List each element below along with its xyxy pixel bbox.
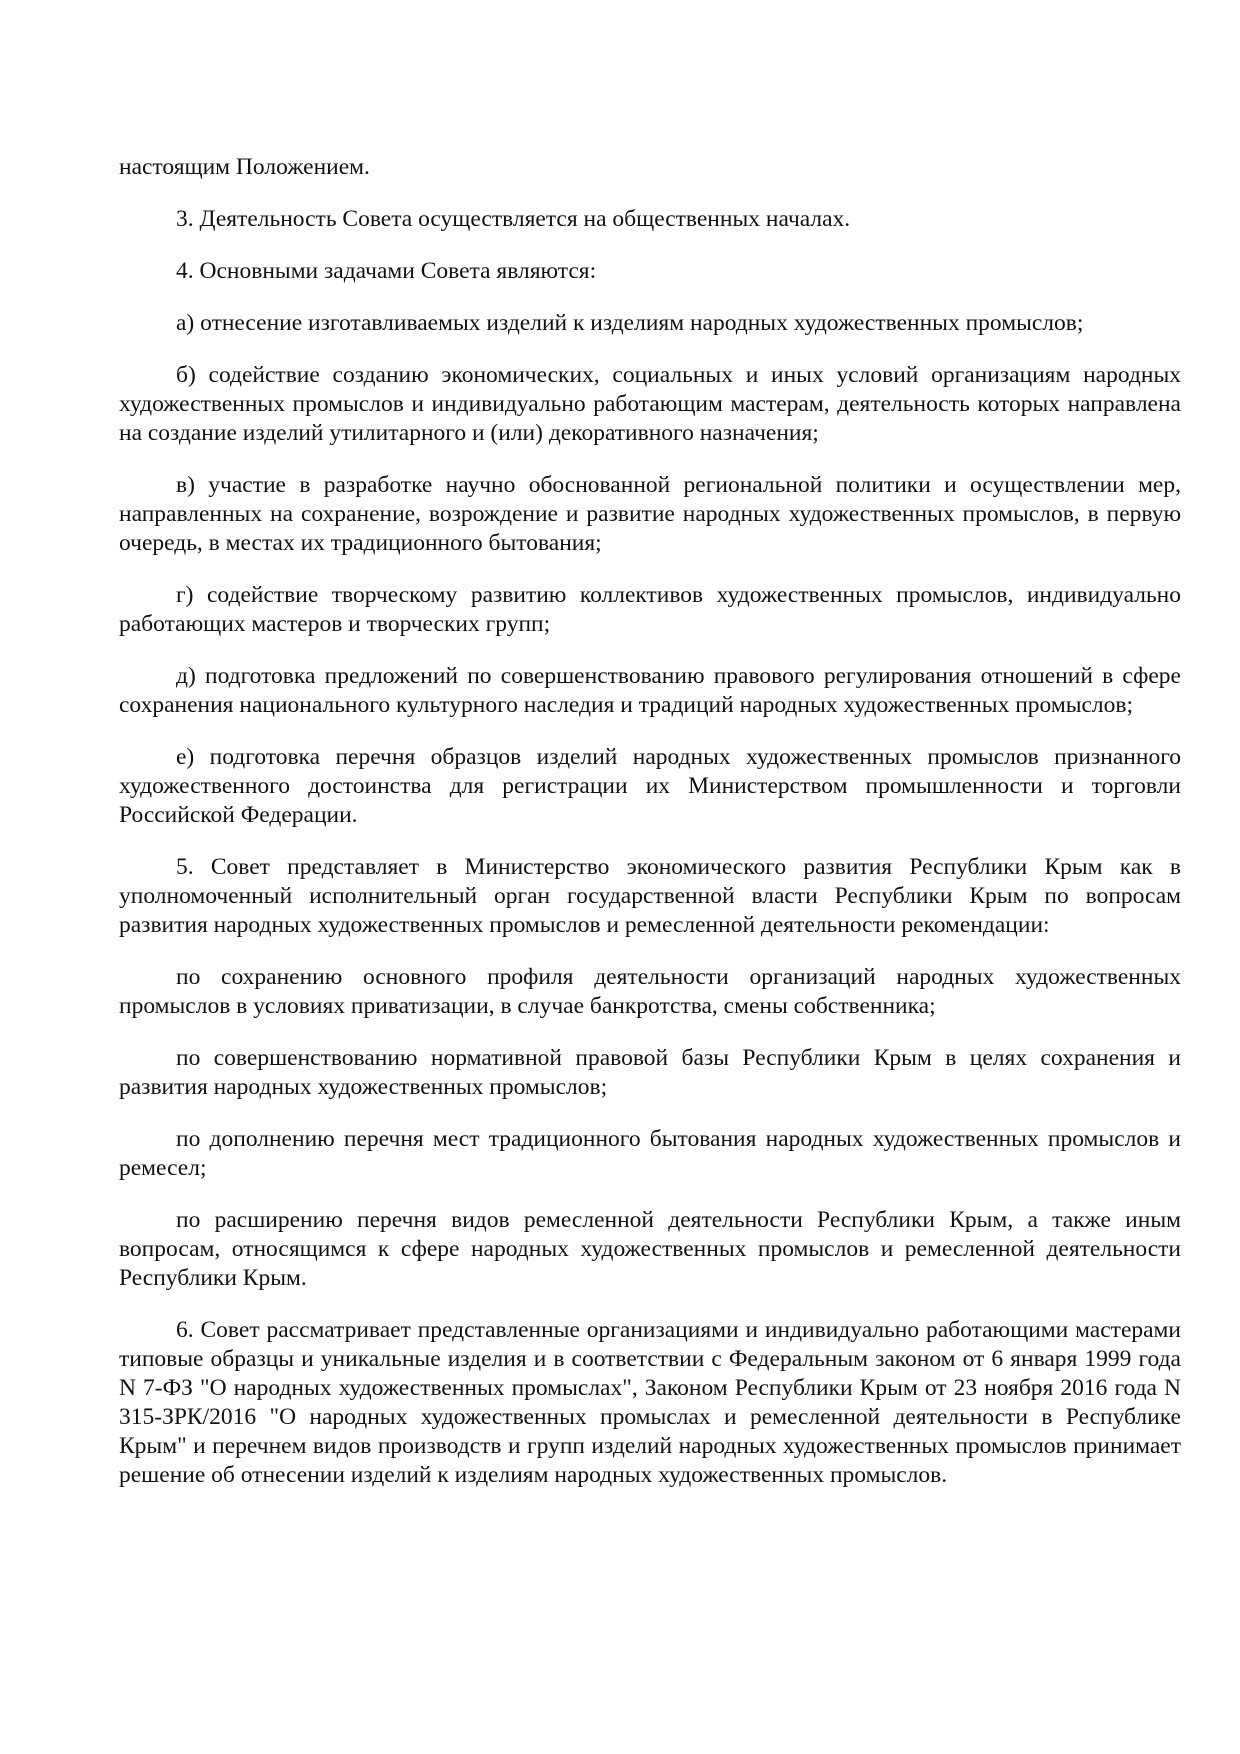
paragraph-recommendation-1: по сохранению основного профиля деятельности организаций народных художественных промыслов в условиях приватизации, в случае банкротства, смены собственника; <box>119 964 1181 1019</box>
paragraph-item-3: 3. Деятельность Совета осуществляется на общественных началах. <box>176 206 851 232</box>
paragraph-item-4v: в) участие в разработке научно обоснованной региональной политики и осуществлении мер, направленных на сохранение, возрождение и развитие народных художественных промыслов, в первую очередь, в местах их традиционного бытования; <box>119 472 1181 556</box>
paragraph-item-4d: д) подготовка предложений по совершенствованию правового регулирования отношений в сфере сохранения национального культурного наследия и традиций народных художественных промыслов; <box>119 663 1181 718</box>
paragraph-recommendation-3: по дополнению перечня мест традиционного бытования народных художественных промыслов и ремесел; <box>119 1126 1181 1181</box>
paragraph-continuation: настоящим Положением. <box>119 154 370 180</box>
paragraph-item-5: 5. Совет представляет в Министерство экономического развития Республики Крым как в уполномоченный исполнительный орган государственной власти Республики Крым по вопросам развития народных художественных промыслов и ремесленной деятельности рекомендации: <box>119 854 1181 938</box>
paragraph-item-4g: г) содействие творческому развитию коллективов художественных промыслов, индивидуально работающих мастеров и творческих групп; <box>119 582 1181 637</box>
paragraph-item-4a: а) отнесение изготавливаемых изделий к изделиям народных художественных промыслов; <box>176 310 1084 336</box>
paragraph-recommendation-2: по совершенствованию нормативной правовой базы Республики Крым в целях сохранения и развития народных художественных промыслов; <box>119 1045 1181 1100</box>
paragraph-item-4b: б) содействие созданию экономических, социальных и иных условий организациям народных художественных промыслов и индивидуально работающим мастерам, деятельность которых направлена на создание изделий утилитарного и (или) декоративного назначения; <box>119 362 1181 446</box>
document-page <box>119 153 1181 1513</box>
paragraph-item-6: 6. Совет рассматривает представленные организациями и индивидуально работающими мастерами типовые образцы и уникальные изделия и в соответствии с Федеральным законом от 6 января 1999 года N 7-ФЗ "О народных художественных промыслах", Законом Республики Крым от 23 ноября 2016 года N 315-ЗРК/2016 "О народных художественных промыслах и ремесленной деятельности в Республике Крым" и перечнем видов производств и групп изделий народных художественных промыслов принимает решение об отнесении изделий к изделиям народных художественных промыслов. <box>119 1317 1181 1488</box>
paragraph-recommendation-4: по расширению перечня видов ремесленной деятельности Республики Крым, а также иным вопросам, относящимся к сфере народных художественных промыслов и ремесленной деятельности Республики Крым. <box>119 1207 1181 1291</box>
paragraph-item-4e: е) подготовка перечня образцов изделий народных художественных промыслов признанного художественного достоинства для регистрации их Министерством промышленности и торговли Российской Федерации. <box>119 744 1181 828</box>
paragraph-item-4: 4. Основными задачами Совета являются: <box>176 258 597 284</box>
